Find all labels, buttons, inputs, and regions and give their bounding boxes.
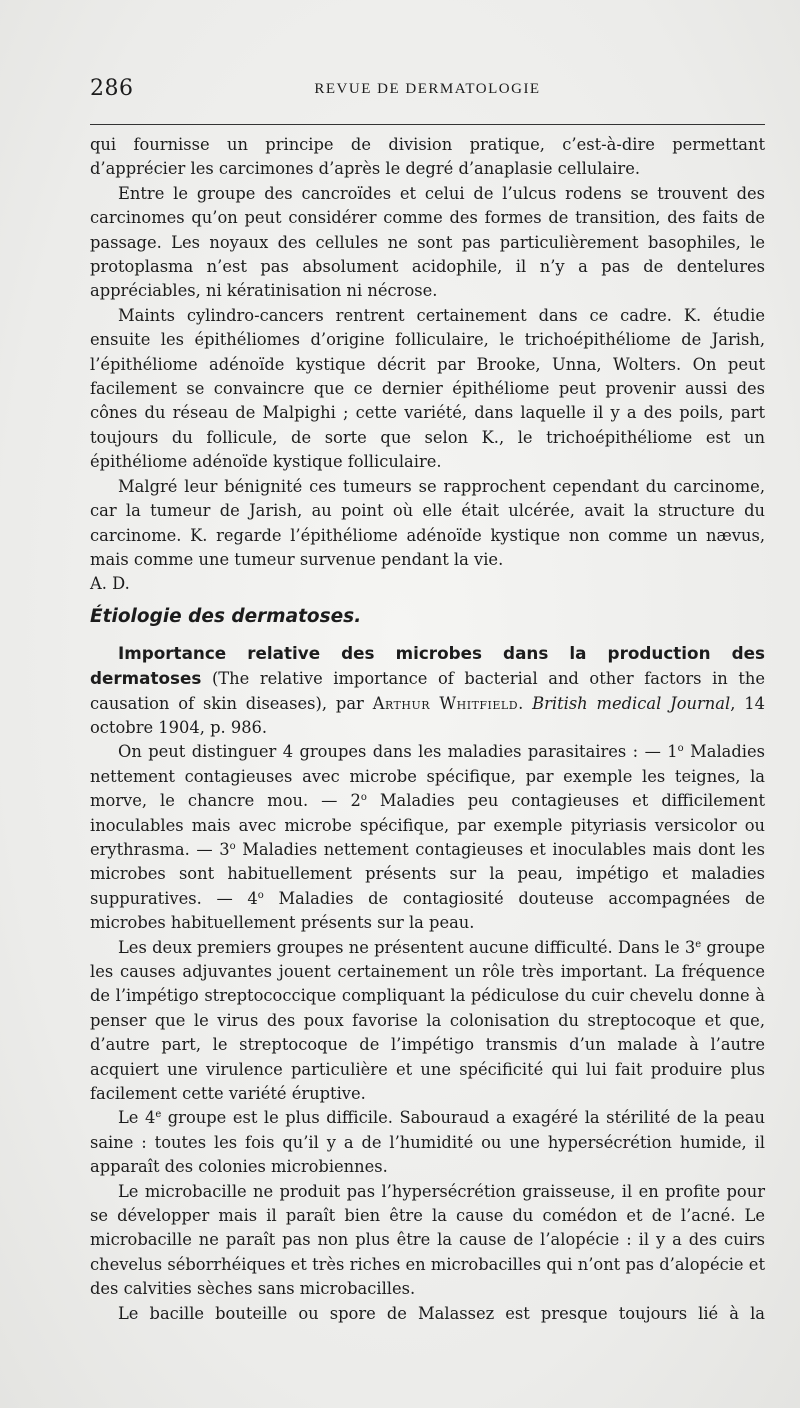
- third-group-start: Les deux premiers groupes ne présentent aucune difficulté. Dans le 3: [118, 937, 696, 957]
- groups-intro: On peut distinguer 4 groupes dans les maladies parasitaires : — 1: [118, 742, 678, 762]
- article-journal: British medical Journal: [532, 693, 731, 713]
- article-title: Importance relative des microbes dans la production des dermatoses: [90, 642, 765, 689]
- ordinal-superscript: o: [360, 792, 367, 804]
- paragraph-truncated: Le bacille bouteille ou spore de Malassez est presque toujours lié à la: [118, 1303, 765, 1323]
- article-separator: .: [518, 693, 533, 713]
- paragraph-groups: [90, 740, 765, 935]
- third-group-rest: groupe les causes adjuvantes jouent certainement un rôle très important. La fréquence de l’impétigo streptococcique compliquant la pédiculose du cuir chevelu donne à penser que le virus des poux favorise la colonisation du streptocoque et que, d’autre part, le streptocoque de l’impétigo transmis d’un malade à l’autre acquiert une virulence particulière et une spécificité qui lui fait produire plus facilement cette variété éruptive.: [90, 937, 765, 1104]
- paragraph: Entre le groupe des cancroïdes et celui de l’ulcus rodens se trouvent des carcinomes qu’on peut considérer comme des formes de transition, des faits de passage. Les noyaux des cellules ne sont pas particulièrement basophiles, le protoplasma n’est pas absolument acidophile, il n’y a pas de dentelures appréciables, ni kératinisation ni nécrose.: [90, 183, 765, 301]
- ordinal-superscript: o: [229, 840, 236, 852]
- body-text: [90, 133, 765, 1326]
- group-1-text: Maladies nettement contagieuses avec microbe spécifique, par exemple les teignes, la morve, le chancre mou. — 2: [90, 742, 765, 811]
- article-reference: [90, 641, 765, 741]
- ordinal-superscript: e: [695, 938, 702, 950]
- group-3-text: Maladies nettement contagieuses et inoculables mais dont les microbes sont habituellement présents sur la peau, impétigo et maladies suppuratives. — 4: [90, 839, 765, 908]
- article-english-title: (The relative importance of bacterial and other factors in the causation of skin diseases), par: [90, 669, 765, 713]
- paragraph-continuation: qui fournisse un principe de division pratique, c’est-à-dire permettant d’apprécier les carcimones d’après le degré d’anaplasie cellulaire.: [90, 135, 765, 179]
- paragraph: Le microbacille ne produit pas l’hypersécrétion graisseuse, il en profite pour se développer mais il paraît bien être la cause du comédon et de l’acné. Le microbacille ne paraît pas non plus être la cause de l’alopécie : il y a des cuirs chevelus séborrhéiques et très riches en microbacilles qui n’ont pas d’alopécie et des calvities sèches sans microbacilles.: [90, 1181, 765, 1299]
- ordinal-superscript: o: [257, 889, 264, 901]
- fourth-group-start: Le 4: [118, 1108, 156, 1128]
- ordinal-superscript: o: [677, 743, 684, 755]
- article-date-page: , 14 octobre 1904, p. 986.: [90, 693, 765, 737]
- review-signature: A. D.: [90, 574, 130, 594]
- page-header: [90, 76, 765, 104]
- paragraph-third-group: [90, 936, 765, 1107]
- paragraph-fourth-group: [90, 1106, 765, 1179]
- article-author: Arthur Whitfield: [372, 693, 519, 713]
- group-4-text: Maladies de contagiosité douteuse accompagnées de microbes habituellement présents sur la peau.: [90, 888, 766, 933]
- paragraph: Maints cylindro-cancers rentrent certainement dans ce cadre. K. étudie ensuite les épithéliomes d’origine folliculaire, le trichoépithéliome de Jarish, l’épithéliome adénoïde kystique décrit par Brooke, Unna, Wolters. On peut facilement se convaincre que ce dernier épithéliome peut provenir aussi des cônes du réseau de Malpighi ; cette variété, dans laquelle il y a des poils, part toujours du follicule, de sorte que selon K., le trichoépithéliome est un épithéliome adénoïde kystique folliculaire.: [90, 305, 765, 472]
- page-number: 286: [90, 76, 134, 101]
- group-2-text: Maladies peu contagieuses et difficilement inoculables mais avec microbe spécifique, par exemple pityriasis versicolor ou erythrasma. — 3: [90, 791, 765, 859]
- ordinal-superscript: e: [155, 1109, 162, 1121]
- section-heading: Étiologie des dermatoses.: [90, 605, 362, 627]
- fourth-group-rest: groupe est le plus difficile. Sabouraud a exagéré la stérilité de la peau saine : toutes les fois qu’il y a de l’humidité ou une hypersécrétion humide, il apparaît des colonies microbiennes.: [90, 1108, 765, 1177]
- running-head: REVUE DE DERMATOLOGIE: [314, 81, 541, 97]
- header-rule: [90, 124, 765, 125]
- paragraph: Malgré leur bénignité ces tumeurs se rapprochent cependant du carcinome, car la tumeur de Jarish, au point où elle était ulcérée, avait la structure du carcinome. K. regarde l’épithéliome adénoïde kystique non comme un nævus, mais comme une tumeur survenue pendant la vie.: [90, 476, 765, 569]
